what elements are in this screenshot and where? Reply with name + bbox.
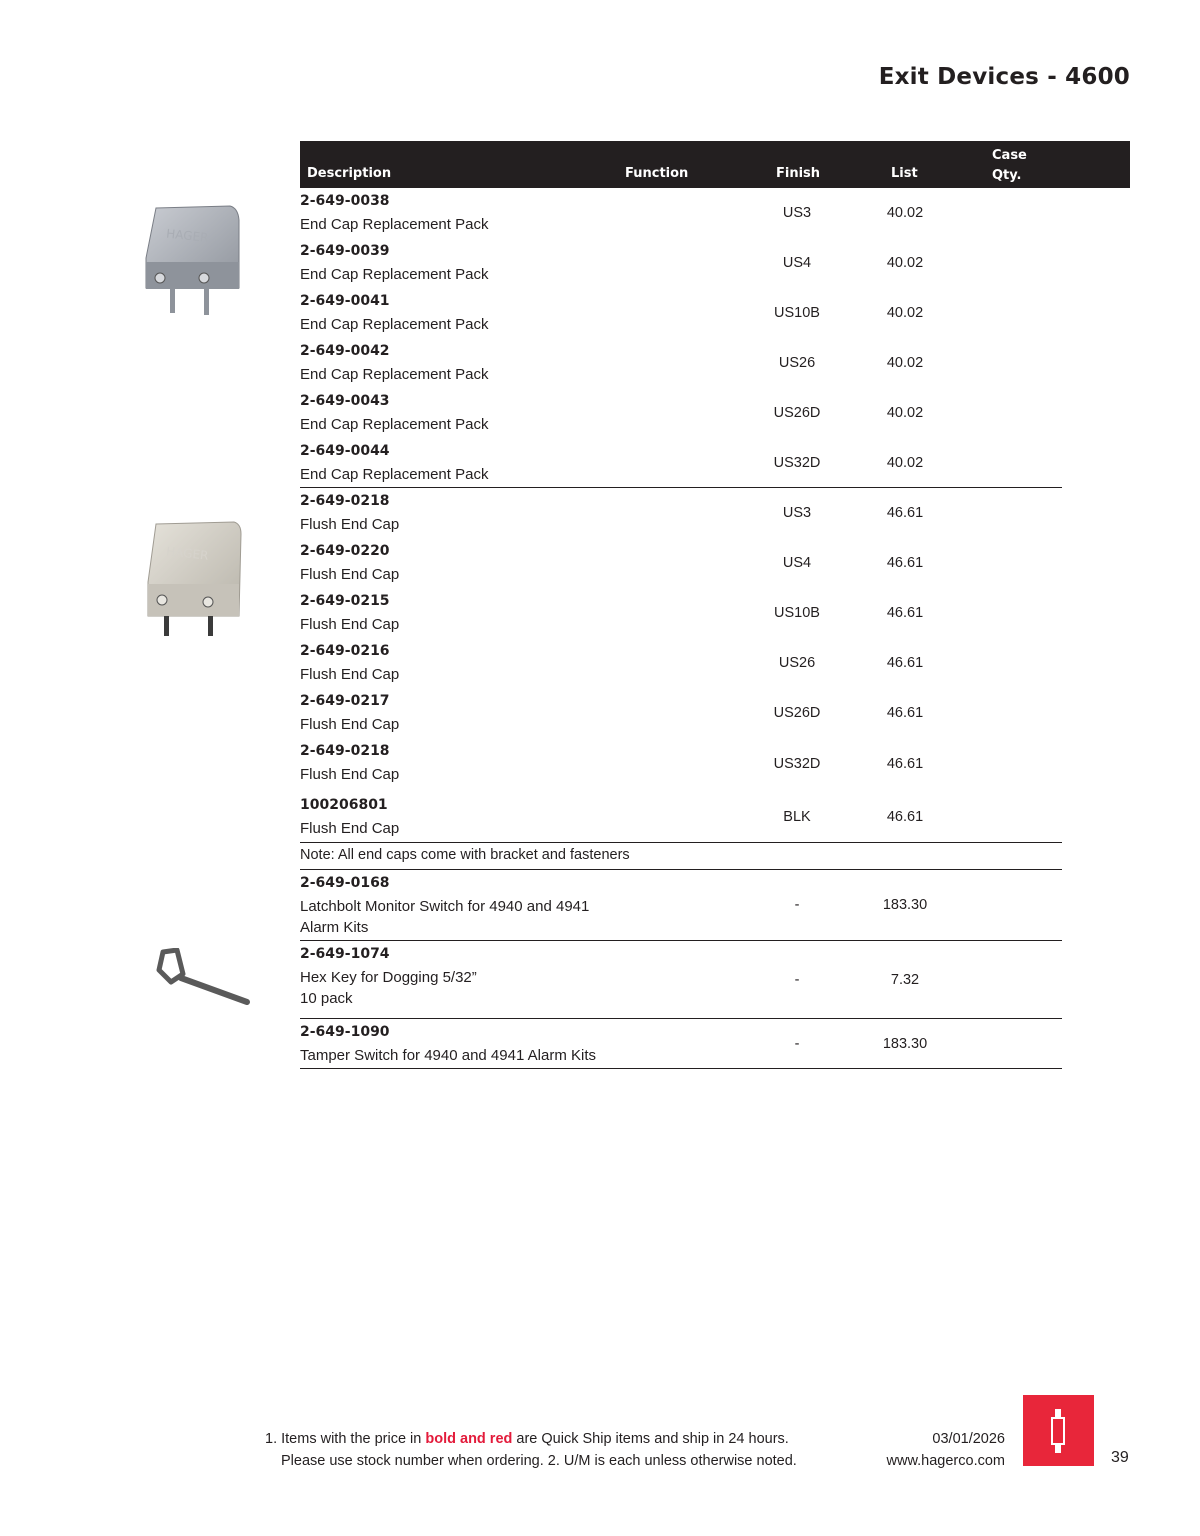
finish-value: US3 (782, 205, 812, 221)
item-description-text: End Cap Replacement Pack (300, 266, 489, 283)
item-description (300, 764, 630, 785)
header-description: Description (307, 166, 392, 181)
footer-note-prefix: 1. Items with the price in (265, 1431, 426, 1447)
list-price: 46.61 (886, 555, 924, 571)
footer-note-line1 (265, 1428, 797, 1450)
part-number: 2-649-0038 (300, 193, 390, 209)
item-description-text: End Cap Replacement Pack (300, 216, 489, 233)
part-number: 2-649-0218 (300, 743, 390, 759)
part-number: 100206801 (300, 797, 388, 813)
header-case-line2: Qty. (992, 168, 1022, 183)
finish-value: US32D (773, 756, 821, 772)
footer-website: www.hagerco.com (886, 1453, 1005, 1469)
item-description-text: End Cap Replacement Pack (300, 466, 489, 483)
list-price: 46.61 (886, 809, 924, 825)
part-number: 2-649-0218 (300, 493, 390, 509)
part-number: 2-649-0216 (300, 643, 390, 659)
list-price: 46.61 (886, 705, 924, 721)
item-description-text: Flush End Cap (300, 566, 400, 583)
list-price: 40.02 (886, 355, 924, 371)
finish-value: - (794, 1036, 800, 1052)
part-number: 2-649-0043 (300, 393, 390, 409)
item-description-text: End Cap Replacement Pack (300, 366, 489, 383)
item-description (300, 564, 630, 585)
item-description (300, 664, 630, 685)
list-price: 46.61 (886, 605, 924, 621)
item-description-text: Tamper Switch for 4940 and 4941 Alarm Kits (300, 1047, 596, 1064)
item-description-extra: 10 pack (300, 990, 353, 1007)
header-list: List (891, 166, 918, 181)
finish-value: US10B (774, 605, 820, 621)
item-description (300, 514, 630, 535)
item-description-text: Hex Key for Dogging 5/32” (300, 969, 477, 986)
part-number: 2-649-0217 (300, 693, 390, 709)
footer-note-suffix: are Quick Ship items and ship in 24 hours. (512, 1431, 789, 1447)
table-header (300, 141, 1130, 188)
item-description-text: Flush End Cap (300, 616, 400, 633)
flush-end-cap-image (142, 518, 250, 644)
quick-ship-highlight: bold and red (425, 1431, 513, 1447)
item-description-text: Flush End Cap (300, 716, 400, 733)
footer-note (265, 1428, 797, 1472)
group-divider (300, 869, 1062, 870)
header-function: Function (625, 166, 689, 181)
item-description (300, 714, 630, 735)
item-description-text: Flush End Cap (300, 766, 400, 783)
list-price: 46.61 (886, 505, 924, 521)
item-description (300, 896, 630, 938)
list-price: 40.02 (886, 405, 924, 421)
part-number: 2-649-0044 (300, 443, 390, 459)
finish-value: US3 (782, 505, 812, 521)
part-number: 2-649-1074 (300, 946, 390, 962)
list-price: 183.30 (882, 1036, 928, 1052)
item-description (300, 364, 630, 385)
list-price: 40.02 (886, 255, 924, 271)
logo-mark-icon (1023, 1395, 1094, 1466)
item-description (300, 614, 630, 635)
finish-value: US26D (773, 705, 821, 721)
item-description-text: End Cap Replacement Pack (300, 316, 489, 333)
table-note: Note: All end caps come with bracket and fasteners (300, 847, 630, 863)
item-description (300, 214, 630, 235)
header-case-qty (992, 146, 1027, 186)
part-number: 2-649-0042 (300, 343, 390, 359)
item-description-text: Flush End Cap (300, 516, 400, 533)
finish-value: - (794, 972, 800, 988)
group-divider (300, 940, 1062, 941)
brand-text-2: HAGER (165, 544, 210, 563)
list-price: 7.32 (890, 972, 920, 988)
hager-logo (1023, 1395, 1094, 1466)
part-number: 2-649-0041 (300, 293, 390, 309)
footer-note-line2: Please use stock number when ordering. 2. U/M is each unless otherwise noted. (281, 1453, 797, 1469)
finish-value: US10B (774, 305, 820, 321)
group-divider (300, 842, 1062, 843)
list-price: 40.02 (886, 305, 924, 321)
header-finish: Finish (776, 166, 821, 181)
list-price: 40.02 (886, 205, 924, 221)
table-bottom-rule (300, 1068, 1062, 1069)
finish-value: US26 (778, 655, 816, 671)
list-price: 183.30 (882, 897, 928, 913)
part-number: 2-649-0215 (300, 593, 390, 609)
part-number: 2-649-0168 (300, 875, 390, 891)
finish-value: - (794, 897, 800, 913)
finish-value: US4 (782, 255, 812, 271)
end-cap-image (140, 198, 245, 320)
hex-key-image (155, 948, 251, 1010)
header-case-line1: Case (992, 148, 1027, 163)
item-description-text: End Cap Replacement Pack (300, 416, 489, 433)
group-divider (300, 487, 1062, 488)
finish-value: BLK (783, 809, 811, 825)
item-description (300, 818, 630, 839)
list-price: 46.61 (886, 756, 924, 772)
footer-date-block (887, 1428, 1005, 1472)
finish-value: US26 (778, 355, 816, 371)
page-title: Exit Devices - 4600 (878, 64, 1130, 90)
part-number: 2-649-0220 (300, 543, 390, 559)
item-description-text: Latchbolt Monitor Switch for 4940 and 4941 Alarm Kits (300, 898, 590, 936)
list-price: 40.02 (886, 455, 924, 471)
group-divider (300, 1018, 1062, 1019)
item-description (300, 264, 630, 285)
page-number: 39 (1111, 1449, 1129, 1466)
list-price: 46.61 (886, 655, 924, 671)
footer-date: 03/01/2026 (932, 1431, 1005, 1447)
item-description-text: Flush End Cap (300, 820, 400, 837)
finish-value: US4 (782, 555, 812, 571)
brand-text: HAGER (165, 226, 210, 245)
item-description (300, 967, 630, 1009)
item-description (300, 1045, 630, 1066)
finish-value: US26D (773, 405, 821, 421)
part-number: 2-649-0039 (300, 243, 390, 259)
item-description (300, 414, 630, 435)
item-description (300, 314, 630, 335)
finish-value: US32D (773, 455, 821, 471)
item-description-text: Flush End Cap (300, 666, 400, 683)
item-description (300, 464, 630, 485)
part-number: 2-649-1090 (300, 1024, 390, 1040)
